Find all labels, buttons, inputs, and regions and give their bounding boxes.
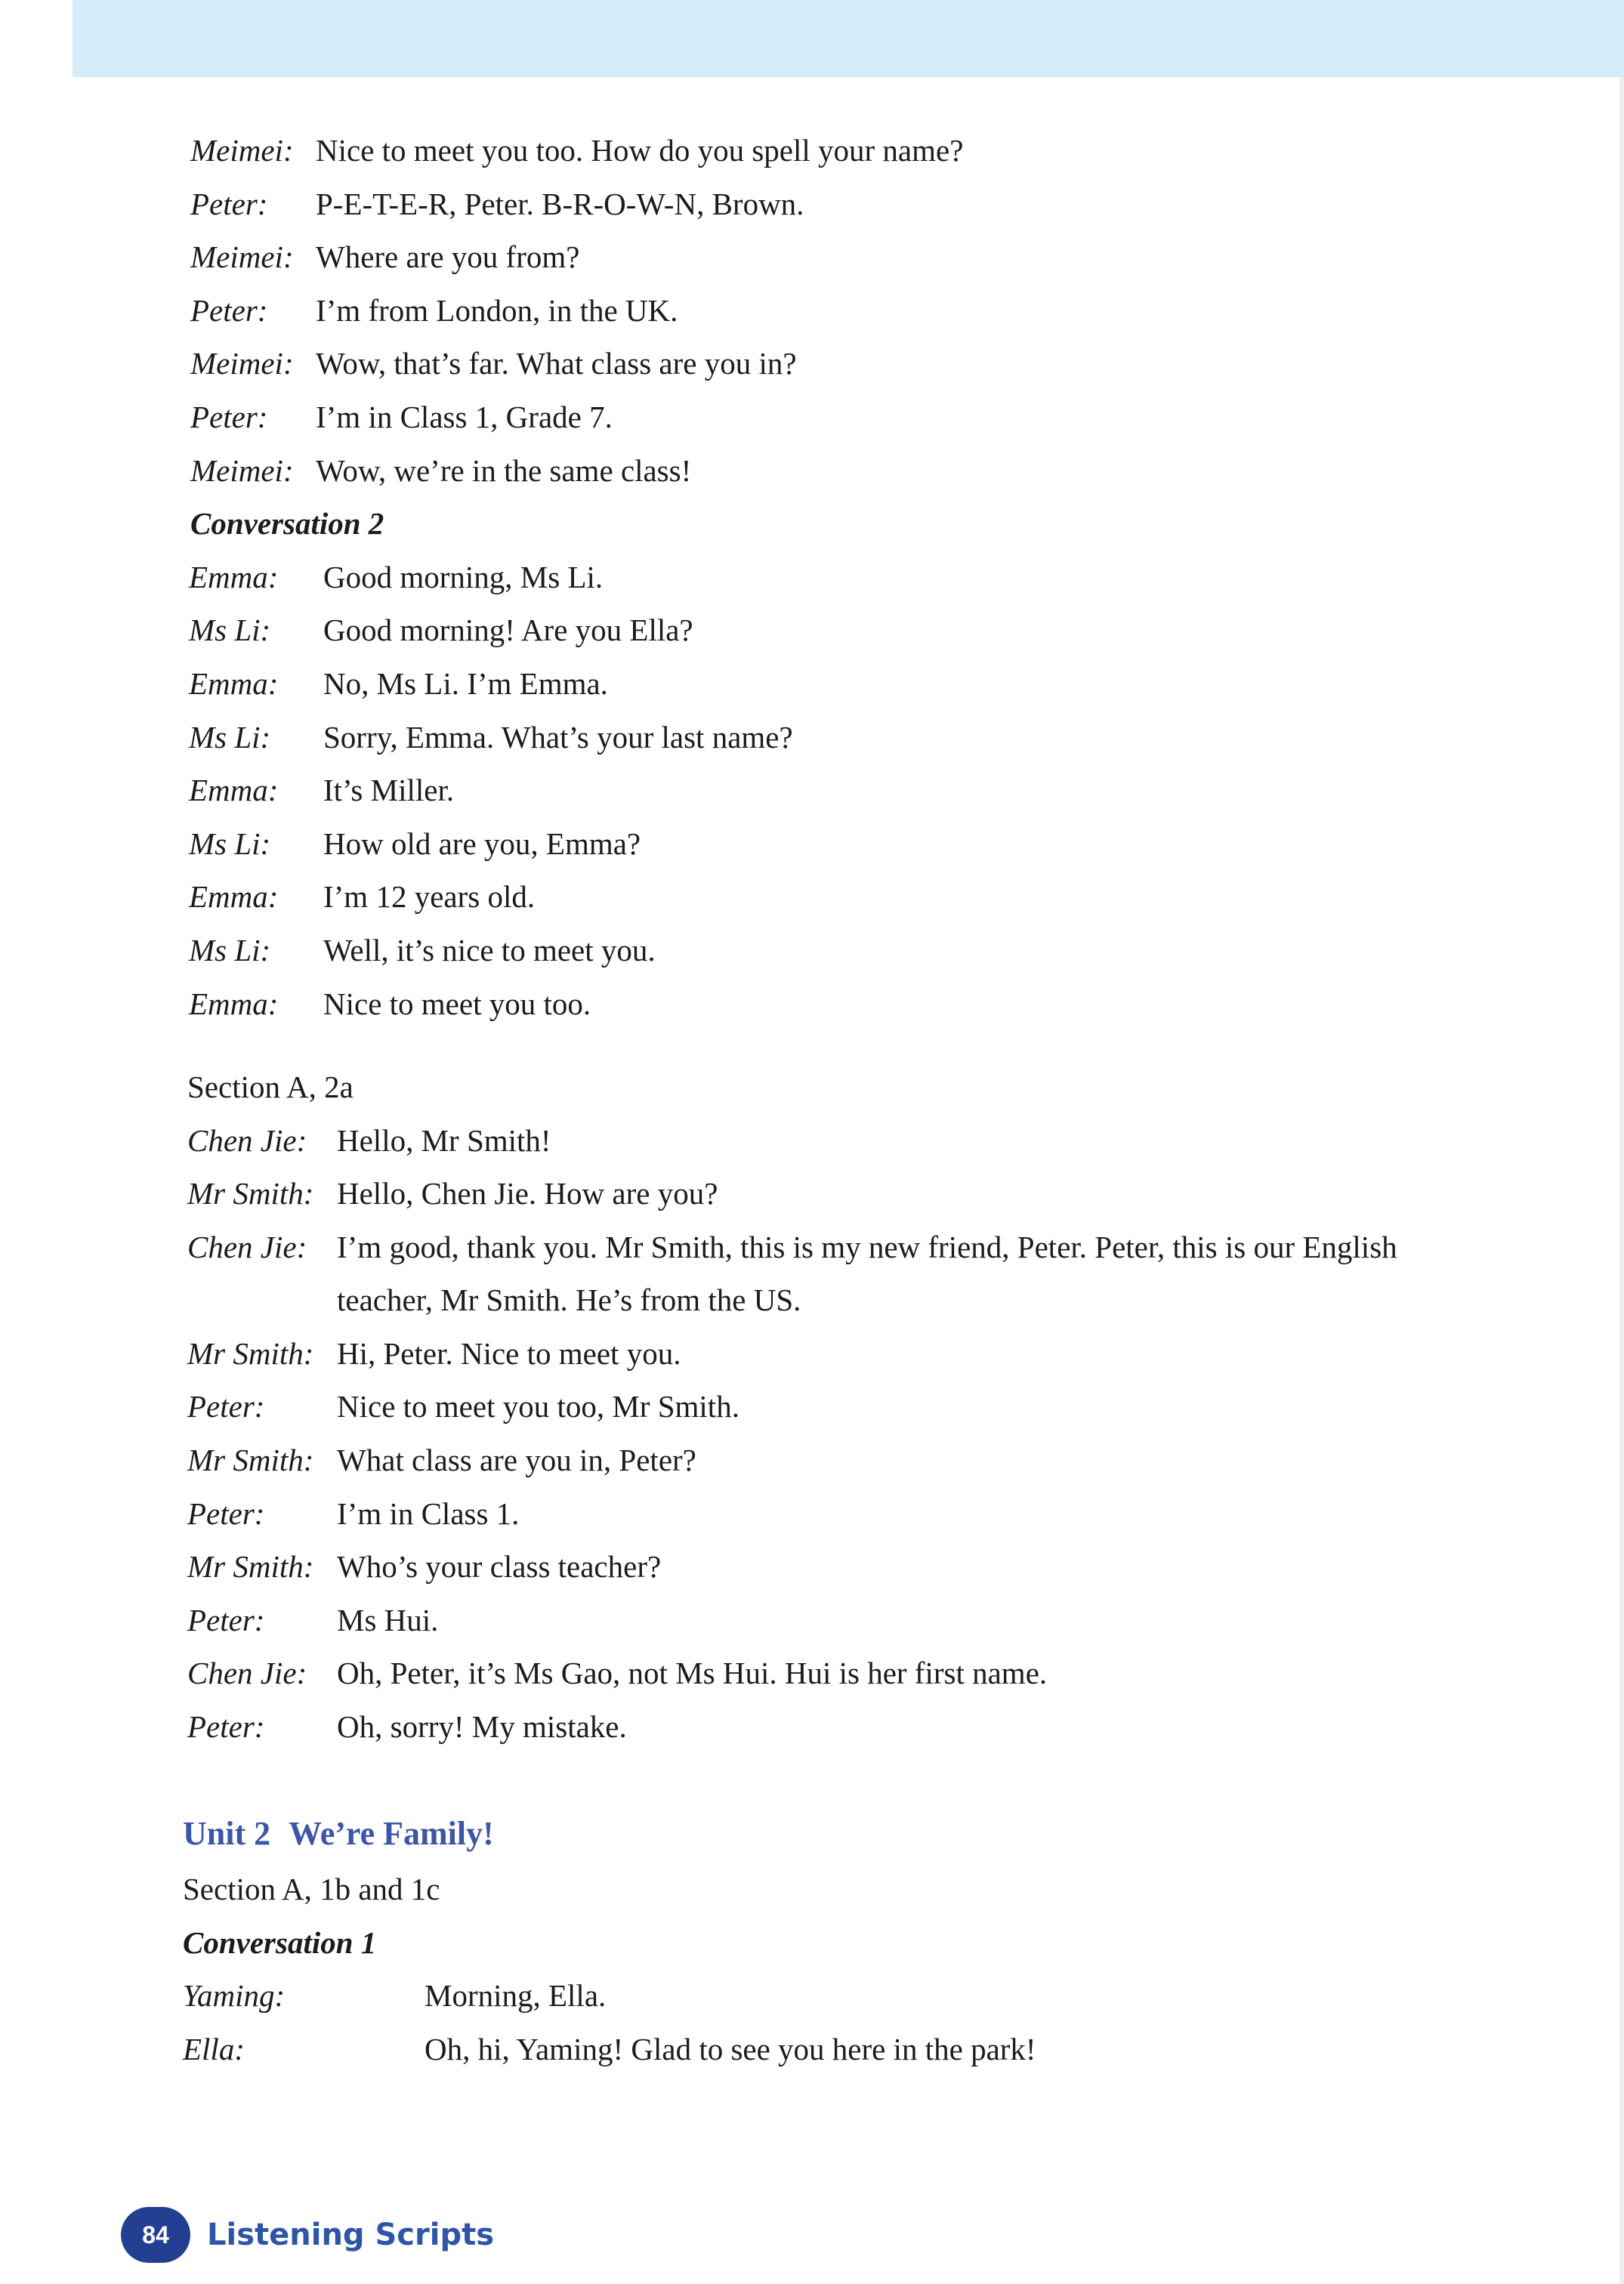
dialogue-text: No, Ms Li. I’m Emma.	[323, 665, 608, 701]
conversation-1-heading-line	[0, 1916, 1624, 1970]
conversation-2-heading-line	[0, 497, 1624, 551]
unit-label: Unit 2	[183, 1815, 271, 1852]
unit-name: We’re Family!	[289, 1815, 494, 1852]
dialogue-text: Good morning, Ms Li.	[323, 559, 604, 594]
speaker-label: Chen Jie:	[187, 1122, 307, 1158]
speaker-label: Ella:	[183, 2031, 245, 2066]
speaker-label: Mr Smith:	[187, 1442, 314, 1477]
dialogue-text: Sorry, Emma. What’s your last name?	[323, 719, 793, 755]
speaker-label: Yaming:	[183, 1978, 286, 2014]
speaker-label: Mr Smith:	[187, 1549, 314, 1585]
dialogue-text: Nice to meet you too, Mr Smith.	[337, 1389, 739, 1424]
footer-title: Listening Scripts	[207, 2218, 494, 2252]
dialogue-text: Hi, Peter. Nice to meet you.	[337, 1335, 681, 1371]
dialogue-line	[0, 124, 1624, 177]
dialogue-text: Nice to meet you too.	[323, 986, 591, 1021]
speaker-label: Emma:	[189, 559, 279, 594]
dialogue-text: Nice to meet you too. How do you spell your name?	[316, 133, 964, 168]
speaker-label: Peter:	[187, 1389, 265, 1424]
unit2-dialogue	[0, 1863, 1624, 2076]
dialogue-text: Morning, Ella.	[425, 1978, 607, 2014]
dialogue-text: Wow, we’re in the same class!	[316, 452, 692, 488]
section-2a-dialogue	[0, 1060, 1624, 1754]
dialogue-line	[0, 657, 1624, 711]
speaker-label: Mr Smith:	[187, 1335, 314, 1371]
conversation-heading: Conversation 1	[183, 1924, 377, 1960]
speaker-label: Emma:	[189, 879, 279, 915]
speaker-label: Chen Jie:	[187, 1656, 307, 1691]
dialogue-text: Oh, sorry! My mistake.	[337, 1708, 627, 1744]
dialogue-text: It’s Miller.	[323, 773, 455, 808]
page-footer	[121, 2205, 494, 2265]
speaker-label: Meimei:	[190, 346, 294, 381]
dialogue-text: P-E-T-E-R, Peter. B-R-O-W-N, Brown.	[316, 186, 804, 221]
dialogue-line	[0, 337, 1624, 390]
dialogue-line	[0, 1487, 1624, 1541]
dialogue-text: Oh, Peter, it’s Ms Gao, not Ms Hui. Hui is her first name.	[337, 1656, 1048, 1691]
speaker-label: Emma:	[189, 773, 279, 808]
unit1-dialogue-continued	[0, 124, 1624, 1030]
dialogue-text: Wow, that’s far. What class are you in?	[316, 346, 797, 381]
speaker-label: Meimei:	[190, 239, 294, 275]
speaker-label: Peter:	[190, 399, 268, 434]
section-heading-line	[0, 1863, 1624, 1916]
top-header-band	[73, 0, 1624, 77]
dialogue-text: I’m from London, in the UK.	[316, 292, 678, 328]
conversation-heading: Conversation 2	[190, 506, 384, 542]
dialogue-line	[0, 284, 1624, 338]
dialogue-line	[0, 2023, 1624, 2076]
dialogue-text: I’m 12 years old.	[323, 879, 536, 915]
dialogue-line	[0, 870, 1624, 924]
speaker-label: Mr Smith:	[187, 1176, 314, 1211]
dialogue-line	[0, 390, 1624, 444]
page-number-badge: 84	[121, 2207, 190, 2263]
dialogue-line	[0, 817, 1624, 871]
dialogue-text: Where are you from?	[316, 239, 580, 275]
dialogue-line	[0, 1114, 1624, 1168]
dialogue-line	[0, 1647, 1624, 1700]
speaker-label: Ms Li:	[189, 826, 271, 861]
section-heading: Section A, 1b and 1c	[183, 1872, 440, 1906]
speaker-label: Ms Li:	[189, 613, 271, 648]
speaker-label: Ms Li:	[189, 932, 271, 968]
dialogue-line	[0, 711, 1624, 764]
dialogue-text: I’m good, thank you. Mr Smith, this is my new friend, Peter. Peter, this is our English teacher, Mr Smith. He’s from the US.	[337, 1229, 1397, 1318]
speaker-label: Peter:	[190, 292, 268, 328]
section-heading-line	[0, 1060, 1624, 1114]
dialogue-line	[0, 1969, 1624, 2023]
dialogue-text: I’m in Class 1, Grade 7.	[316, 399, 613, 434]
dialogue-line	[0, 1594, 1624, 1647]
dialogue-line	[0, 1221, 1624, 1327]
dialogue-line	[0, 1327, 1624, 1381]
dialogue-line	[0, 603, 1624, 657]
dialogue-line	[0, 1380, 1624, 1434]
section-heading: Section A, 2a	[187, 1069, 354, 1104]
dialogue-line	[0, 1700, 1624, 1754]
dialogue-text: Ms Hui.	[337, 1602, 439, 1637]
dialogue-text: How old are you, Emma?	[323, 826, 641, 861]
speaker-label: Emma:	[189, 665, 279, 701]
speaker-label: Peter:	[187, 1602, 265, 1637]
speaker-label: Ms Li:	[189, 719, 271, 755]
dialogue-text: I’m in Class 1.	[337, 1495, 520, 1531]
dialogue-line	[0, 1540, 1624, 1594]
dialogue-line	[0, 551, 1624, 604]
dialogue-text: What class are you in, Peter?	[337, 1442, 696, 1477]
speaker-label: Emma:	[189, 986, 279, 1021]
speaker-label: Meimei:	[190, 133, 294, 168]
dialogue-line	[0, 764, 1624, 817]
speaker-label: Peter:	[190, 186, 268, 221]
dialogue-line	[0, 1434, 1624, 1487]
unit-title	[183, 1807, 494, 1860]
dialogue-line	[0, 177, 1624, 231]
dialogue-line	[0, 1167, 1624, 1221]
speaker-label: Meimei:	[190, 452, 294, 488]
speaker-label: Peter:	[187, 1495, 265, 1531]
dialogue-line	[0, 924, 1624, 977]
dialogue-text: Well, it’s nice to meet you.	[323, 932, 656, 968]
speaker-label: Chen Jie:	[187, 1229, 307, 1264]
dialogue-line	[0, 444, 1624, 498]
dialogue-line	[0, 977, 1624, 1031]
speaker-label: Peter:	[187, 1708, 265, 1744]
dialogue-text: Hello, Chen Jie. How are you?	[337, 1176, 718, 1211]
dialogue-text: Good morning! Are you Ella?	[323, 613, 693, 648]
dialogue-text: Oh, hi, Yaming! Glad to see you here in the park!	[425, 2031, 1036, 2066]
dialogue-line	[0, 230, 1624, 284]
dialogue-text: Hello, Mr Smith!	[337, 1122, 551, 1158]
dialogue-text: Who’s your class teacher?	[337, 1549, 662, 1585]
